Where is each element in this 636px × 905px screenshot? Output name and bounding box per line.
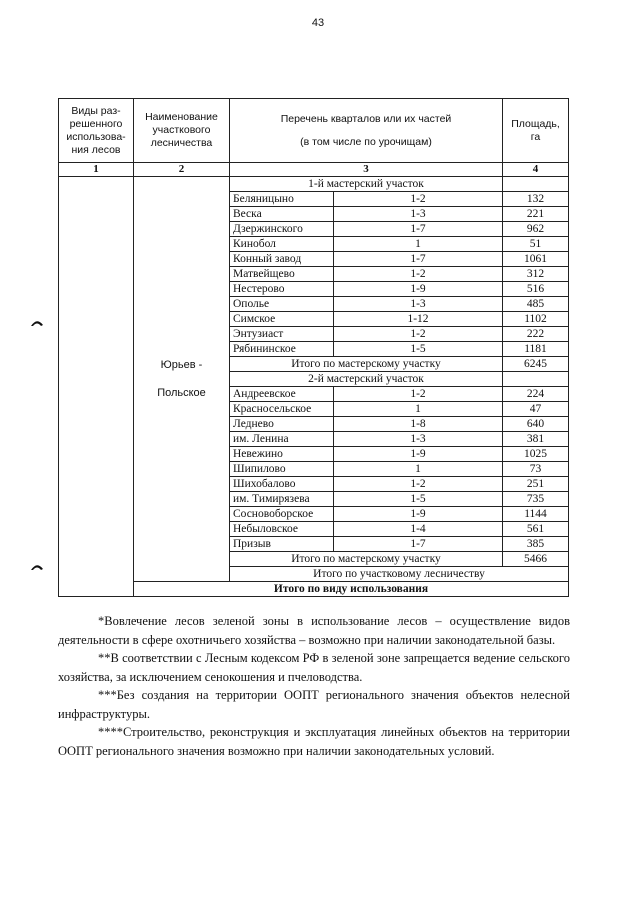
tract-name: Дзержинского [230,222,334,237]
col-number-1: 1 [59,163,134,177]
tract-area: 385 [503,537,569,552]
tract-area: 221 [503,207,569,222]
tract-name: Андреевское [230,387,334,402]
col-number-4: 4 [503,163,569,177]
tract-area: 1181 [503,342,569,357]
column-number-row [59,163,569,177]
quarter-range: 1-7 [334,222,503,237]
scan-artifact-mark [30,562,44,571]
quarter-range: 1 [334,237,503,252]
tract-name: Леднево [230,417,334,432]
quarter-range: 1-5 [334,342,503,357]
section2-title: 2-й мастерский участок [230,372,503,387]
quarter-range: 1-7 [334,252,503,267]
quarter-range: 1-2 [334,477,503,492]
tract-name: Шипилово [230,462,334,477]
tract-name: Веска [230,207,334,222]
section2-title-area [503,372,569,387]
tract-area: 1025 [503,447,569,462]
scan-artifact-mark [30,318,44,327]
quarter-range: 1-2 [334,267,503,282]
tract-area: 1102 [503,312,569,327]
tract-area: 1144 [503,507,569,522]
forest-usage-table [58,98,569,597]
tract-name: Конный завод [230,252,334,267]
section-total-value: 5466 [503,552,569,567]
tract-name: Рябининское [230,342,334,357]
header-quarters [230,99,503,163]
tract-area: 485 [503,297,569,312]
header-usage-types: Виды раз-решенного использова-ния лесов [59,99,134,163]
tract-name: Ополье [230,297,334,312]
section-total-label: Итого по мастерскому участку [230,357,503,372]
usage-type-total-label: Итого по виду использования [134,582,569,597]
quarter-range: 1-12 [334,312,503,327]
tract-area: 51 [503,237,569,252]
tract-name: им. Тимирязева [230,492,334,507]
tract-area: 962 [503,222,569,237]
quarter-range: 1-3 [334,297,503,312]
tract-name: Шихобалово [230,477,334,492]
tract-name: Беляницыно [230,192,334,207]
quarter-range: 1-9 [334,282,503,297]
quarter-range: 1-5 [334,492,503,507]
tract-area: 1061 [503,252,569,267]
section-total-value: 6245 [503,357,569,372]
tract-name: Кинобол [230,237,334,252]
usage-type-cell [59,177,134,597]
tract-name: Небыловское [230,522,334,537]
header-quarters-line1: Перечень кварталов или их частей [280,112,452,125]
tract-name: Невежино [230,447,334,462]
footnote-2: **В соответствии с Лесным кодексом РФ в зеленой зоне запрещается ведение сельского хозяйства, за исключением сенокошения и пчеловодства. [58,651,570,684]
quarter-range: 1-8 [334,417,503,432]
tract-area: 312 [503,267,569,282]
forestry-name-line2: Польское [157,387,206,399]
quarter-range: 1 [334,462,503,477]
quarter-range: 1-9 [334,507,503,522]
section1-title-area [503,177,569,192]
page-number: 43 [311,17,325,29]
tract-area: 224 [503,387,569,402]
col-number-2: 2 [134,163,230,177]
forestry-total-label: Итого по участковому лесничеству [230,567,569,582]
usage-type-total-row [59,582,569,597]
tract-name: Сосновоборское [230,507,334,522]
quarter-range: 1 [334,402,503,417]
quarter-range: 1-3 [334,207,503,222]
tract-area: 251 [503,477,569,492]
tract-area: 47 [503,402,569,417]
tract-name: Красносельское [230,402,334,417]
section-total-label: Итого по мастерскому участку [230,552,503,567]
footnote-1: *Вовлечение лесов зеленой зоны в использование лесов – осуществление видов деятельности в сфере охотничьего хозяйства – возможно при наличии законодательной базы. [58,614,570,647]
tract-name: Матвейщево [230,267,334,282]
tract-area: 516 [503,282,569,297]
header-row [59,99,569,163]
forestry-name-cell [134,177,230,582]
header-quarters-line2: (в том числе по урочищам) [300,135,432,148]
tract-name: Симское [230,312,334,327]
footnote-4: ****Строительство, реконструкция и эксплуатация линейных объектов на территории ООПТ регионального значения возможно при наличии законодательных условий. [58,725,570,758]
quarter-range: 1-3 [334,432,503,447]
tract-area: 132 [503,192,569,207]
tract-area: 381 [503,432,569,447]
forestry-name-line1: Юрьев - [160,359,203,371]
col-number-3: 3 [230,163,503,177]
footnote-3: ***Без создания на территории ООПТ регионального значения объектов нелесной инфраструктуры. [58,688,570,721]
tract-area: 73 [503,462,569,477]
quarter-range: 1-2 [334,387,503,402]
tract-area: 640 [503,417,569,432]
tract-area: 222 [503,327,569,342]
header-forestry-name: Наименование участкового лесничества [134,99,230,163]
header-area: Площадь, га [503,99,569,163]
quarter-range: 1-2 [334,327,503,342]
tract-area: 561 [503,522,569,537]
tract-name: им. Ленина [230,432,334,447]
tract-name: Призыв [230,537,334,552]
tract-name: Нестерово [230,282,334,297]
footnotes [58,612,570,760]
section1-title: 1-й мастерский участок [230,177,503,192]
tract-area: 735 [503,492,569,507]
quarter-range: 1-9 [334,447,503,462]
section1-title-row [59,177,569,192]
quarter-range: 1-2 [334,192,503,207]
tract-name: Энтузиаст [230,327,334,342]
quarter-range: 1-7 [334,537,503,552]
quarter-range: 1-4 [334,522,503,537]
